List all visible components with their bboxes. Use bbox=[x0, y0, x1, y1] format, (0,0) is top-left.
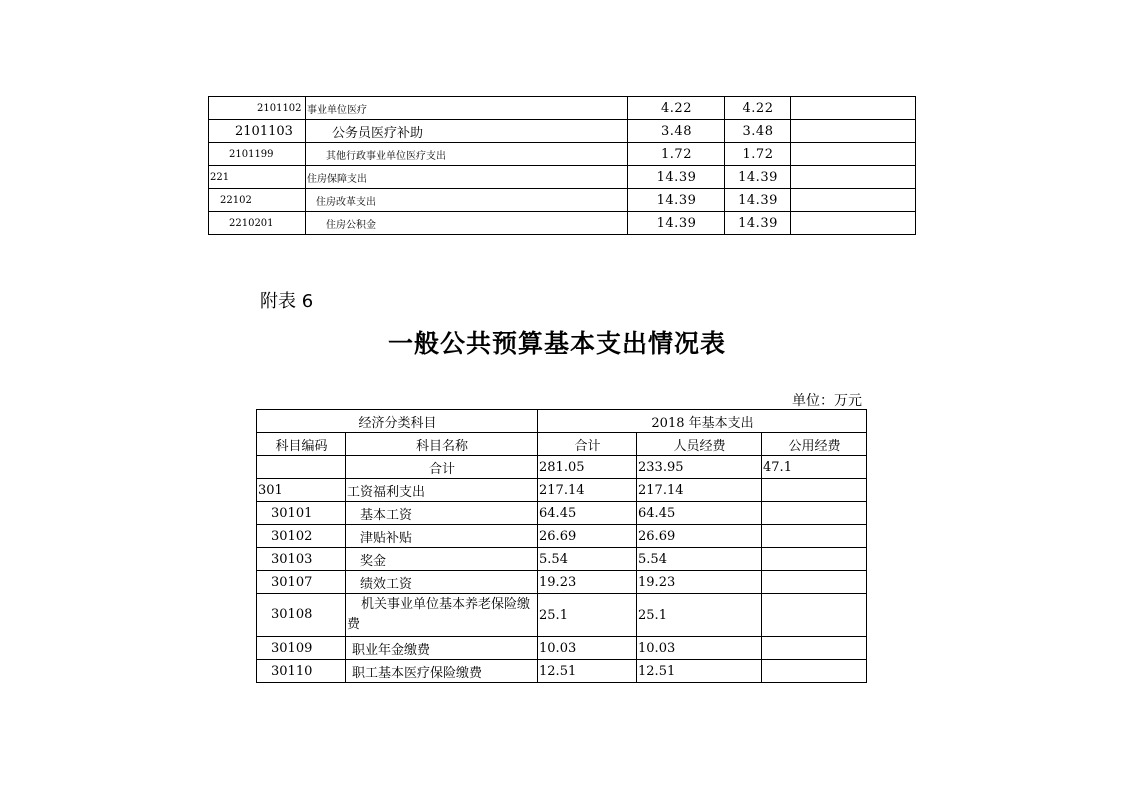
header-public: 公用经费 bbox=[762, 433, 867, 456]
personnel-value: 25.1 bbox=[637, 594, 762, 637]
attachment-label: 附表 6 bbox=[260, 291, 314, 312]
subject-code: 30109 bbox=[257, 637, 346, 660]
total-value: 3.48 bbox=[628, 120, 725, 143]
total-value: 1.72 bbox=[628, 143, 725, 166]
subject-code: 30103 bbox=[257, 548, 346, 571]
total-value: 12.51 bbox=[538, 660, 637, 683]
table-row bbox=[257, 571, 867, 594]
subject-name: 机关事业单位基本养老保险缴费 bbox=[346, 594, 538, 637]
project-value bbox=[791, 120, 916, 143]
public-value bbox=[762, 502, 867, 525]
subject-code: 301 bbox=[257, 479, 346, 502]
subject-name: 绩效工资 bbox=[346, 571, 538, 594]
subject-code: 30110 bbox=[257, 660, 346, 683]
total-value: 217.14 bbox=[538, 479, 637, 502]
personnel-value: 5.54 bbox=[637, 548, 762, 571]
total-value: 64.45 bbox=[538, 502, 637, 525]
basic-value: 3.48 bbox=[725, 120, 791, 143]
subject-name: 奖金 bbox=[346, 548, 538, 571]
public-value bbox=[762, 637, 867, 660]
subject-code: 2210201 bbox=[209, 212, 306, 235]
public-value bbox=[762, 548, 867, 571]
table-row bbox=[257, 479, 867, 502]
total-value: 14.39 bbox=[628, 212, 725, 235]
total-value: 10.03 bbox=[538, 637, 637, 660]
table-row bbox=[209, 97, 916, 120]
subject-code: 2101102 bbox=[209, 97, 306, 120]
public-value bbox=[762, 660, 867, 683]
header-total: 合计 bbox=[538, 433, 637, 456]
table-row bbox=[209, 212, 916, 235]
subject-code: 221 bbox=[209, 166, 306, 189]
project-value bbox=[791, 166, 916, 189]
total-row bbox=[257, 456, 867, 479]
subject-code: 30107 bbox=[257, 571, 346, 594]
total-value: 4.22 bbox=[628, 97, 725, 120]
subject-name: 住房保障支出 bbox=[306, 166, 628, 189]
header-row bbox=[257, 410, 867, 433]
subject-name: 住房改革支出 bbox=[306, 189, 628, 212]
table-row bbox=[257, 502, 867, 525]
subject-name: 公务员医疗补助 bbox=[306, 120, 628, 143]
total-value: 14.39 bbox=[628, 189, 725, 212]
subject-name: 职工基本医疗保险缴费 bbox=[346, 660, 538, 683]
header-basic-expenditure: 2018 年基本支出 bbox=[538, 410, 867, 433]
basic-expenditure-table bbox=[256, 409, 867, 683]
subject-code: 22102 bbox=[209, 189, 306, 212]
personnel-value: 233.95 bbox=[637, 456, 762, 479]
table-row bbox=[257, 660, 867, 683]
personnel-value: 217.14 bbox=[637, 479, 762, 502]
personnel-value: 10.03 bbox=[637, 637, 762, 660]
header-subject-code: 科目编码 bbox=[257, 433, 346, 456]
basic-value: 4.22 bbox=[725, 97, 791, 120]
header-personnel: 人员经费 bbox=[637, 433, 762, 456]
header-row bbox=[257, 433, 867, 456]
subject-name: 住房公积金 bbox=[306, 212, 628, 235]
table-row bbox=[209, 166, 916, 189]
public-value bbox=[762, 479, 867, 502]
total-value: 5.54 bbox=[538, 548, 637, 571]
personnel-value: 12.51 bbox=[637, 660, 762, 683]
subject-code: 30102 bbox=[257, 525, 346, 548]
project-value bbox=[791, 143, 916, 166]
table-row bbox=[209, 143, 916, 166]
public-value bbox=[762, 594, 867, 637]
public-value bbox=[762, 525, 867, 548]
project-value bbox=[791, 97, 916, 120]
total-value: 281.05 bbox=[538, 456, 637, 479]
page-title: 一般公共预算基本支出情况表 bbox=[388, 329, 727, 358]
personnel-value: 19.23 bbox=[637, 571, 762, 594]
subject-code: 30101 bbox=[257, 502, 346, 525]
personnel-value: 64.45 bbox=[637, 502, 762, 525]
subject-code: 2101199 bbox=[209, 143, 306, 166]
table-row bbox=[257, 525, 867, 548]
basic-value: 1.72 bbox=[725, 143, 791, 166]
table-row bbox=[257, 637, 867, 660]
table-row bbox=[257, 594, 867, 637]
total-value: 14.39 bbox=[628, 166, 725, 189]
header-subject-name: 科目名称 bbox=[346, 433, 538, 456]
total-value: 19.23 bbox=[538, 571, 637, 594]
total-value: 25.1 bbox=[538, 594, 637, 637]
basic-value: 14.39 bbox=[725, 189, 791, 212]
total-value: 26.69 bbox=[538, 525, 637, 548]
subject-name: 事业单位医疗 bbox=[306, 97, 628, 120]
subject-name: 其他行政事业单位医疗支出 bbox=[306, 143, 628, 166]
basic-value: 14.39 bbox=[725, 212, 791, 235]
header-economic-classification: 经济分类科目 bbox=[257, 410, 538, 433]
public-value bbox=[762, 571, 867, 594]
subject-name: 津贴补贴 bbox=[346, 525, 538, 548]
table-row bbox=[257, 548, 867, 571]
subject-code: 30108 bbox=[257, 594, 346, 637]
subject-code bbox=[257, 456, 346, 479]
table-row bbox=[209, 189, 916, 212]
personnel-value: 26.69 bbox=[637, 525, 762, 548]
project-value bbox=[791, 212, 916, 235]
subject-code: 2101103 bbox=[209, 120, 306, 143]
subject-name: 职业年金缴费 bbox=[346, 637, 538, 660]
basic-value: 14.39 bbox=[725, 166, 791, 189]
subject-name: 工资福利支出 bbox=[346, 479, 538, 502]
public-value: 47.1 bbox=[762, 456, 867, 479]
subject-name: 合计 bbox=[346, 456, 538, 479]
subject-name: 基本工资 bbox=[346, 502, 538, 525]
unit-label: 单位：万元 bbox=[792, 393, 862, 409]
table-row bbox=[209, 120, 916, 143]
project-value bbox=[791, 189, 916, 212]
budget-continuation-table bbox=[208, 96, 916, 235]
